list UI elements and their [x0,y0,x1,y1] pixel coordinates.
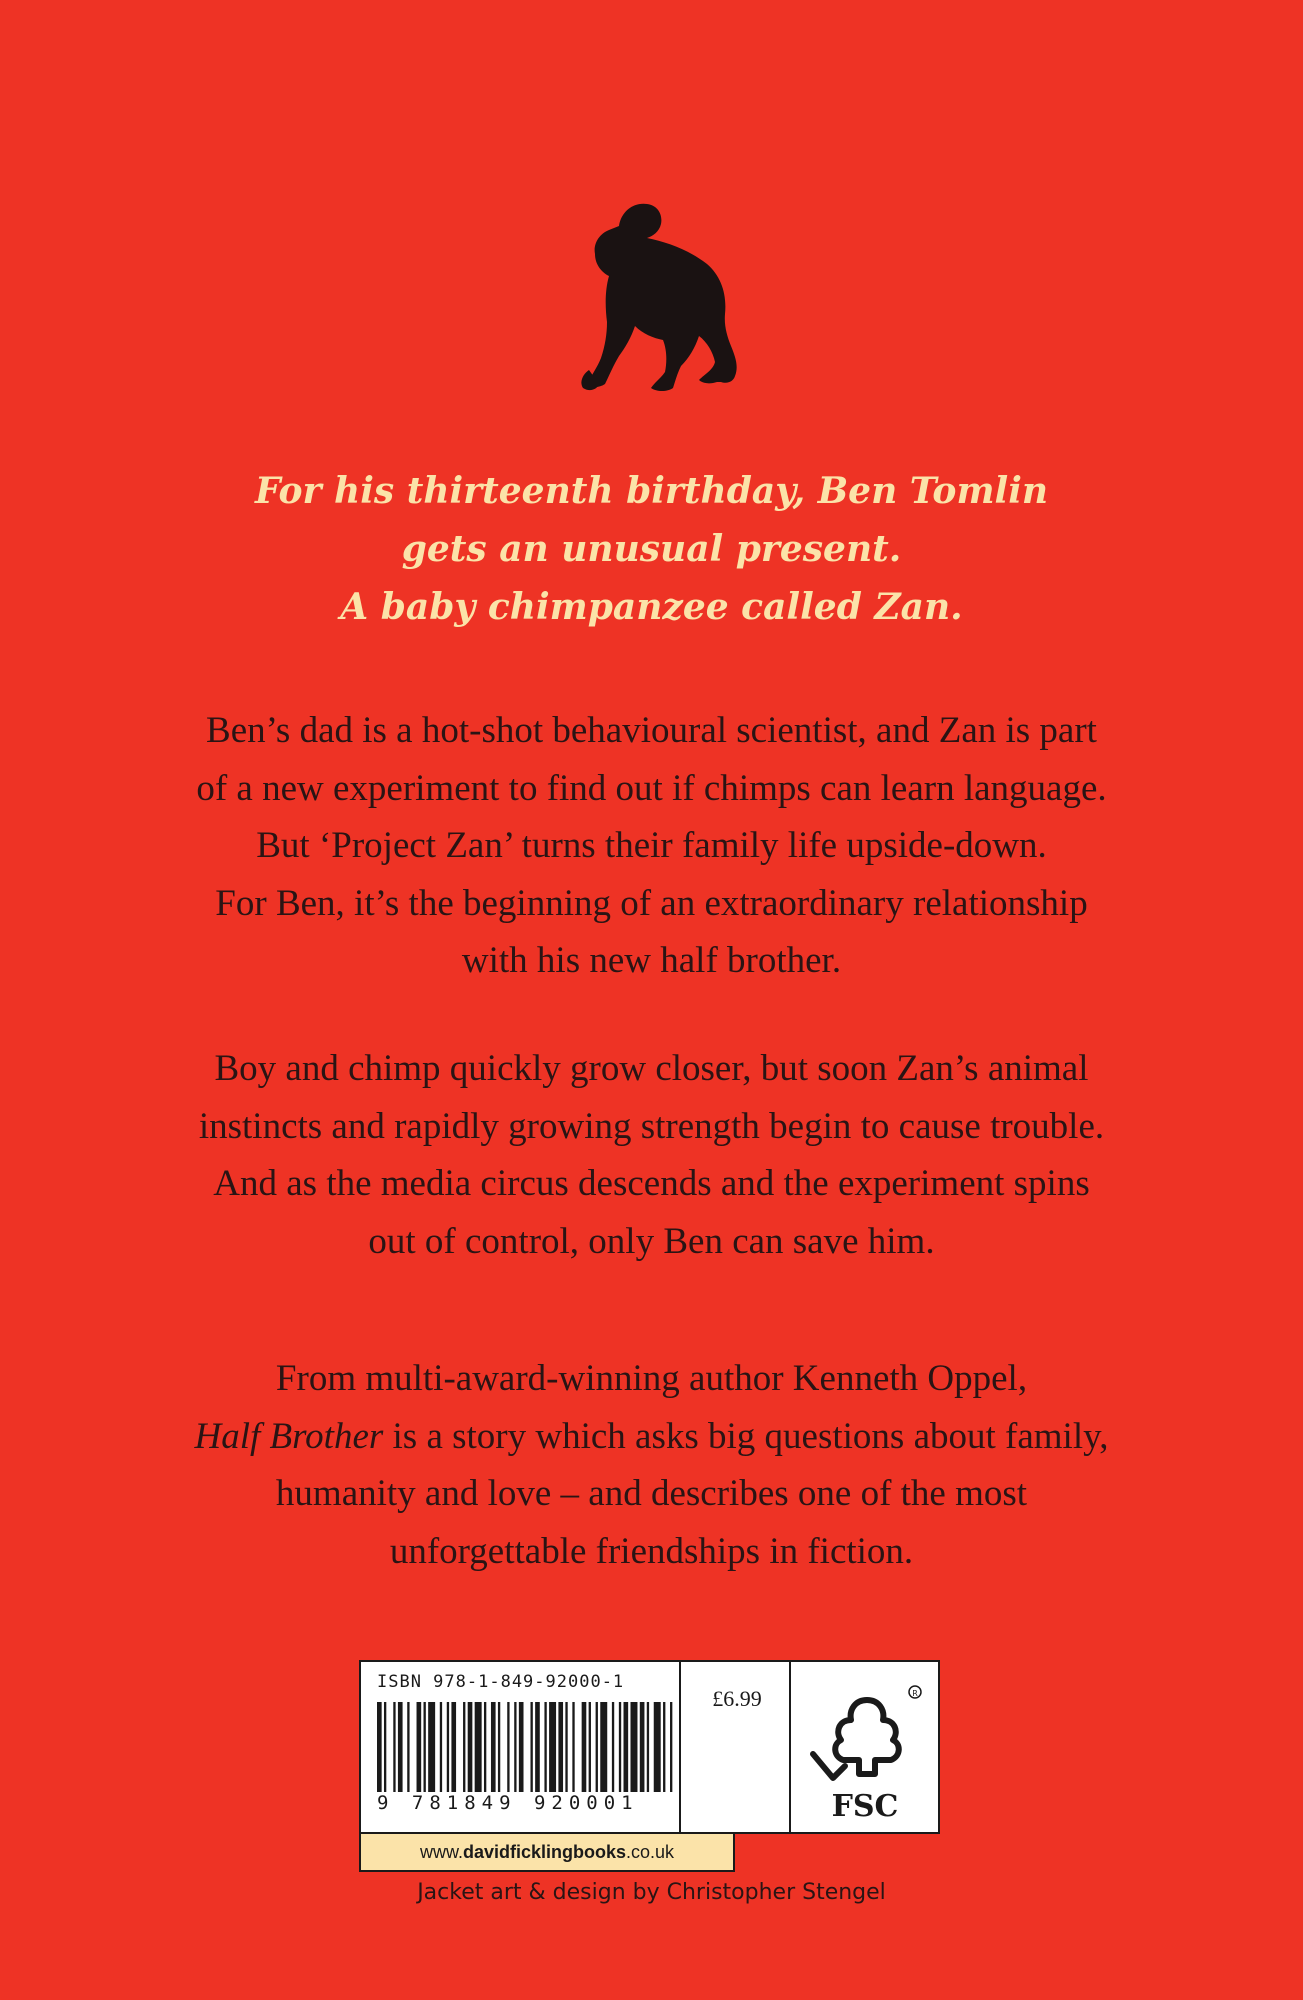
book-title: Half Brother [194,1415,384,1457]
barcode-bar [530,1702,532,1792]
barcode-bar [565,1702,567,1792]
barcode-bar [647,1702,649,1792]
tagline-line: gets an unusual present. [401,528,902,570]
fsc-text: FSC [831,1789,899,1824]
blurb-line: instincts and rapidly growing strength begin to cause trouble. [198,1105,1105,1147]
blurb-line-rest: is a story which asks big questions about family, [383,1415,1109,1457]
blurb-line: But ‘Project Zan’ turns their family life upside-down. [256,825,1047,866]
blurb-line: out of control, only Ben can save him. [368,1220,935,1262]
barcode-bar [600,1702,607,1792]
blurb-line: Ben’s dad is a hot-shot behavioural scientist, and Zan is part [206,710,1097,751]
barcode-bar [624,1702,629,1792]
blurb-line: From multi-award-winning author Kenneth Oppel, [275,1358,1028,1399]
tagline [0,462,1303,636]
barcode-bar [558,1702,563,1792]
barcode-bar [612,1702,614,1792]
barcode-bar [484,1702,486,1792]
website-domain: davidficklingbooks [462,1842,626,1862]
barcode-bar [535,1702,540,1792]
barcode-bar [514,1702,516,1792]
barcode-bar [582,1702,587,1792]
divider [789,1662,791,1832]
barcode-bar [663,1702,665,1792]
barcode-bar [398,1702,403,1792]
tagline-line: A baby chimpanzee called Zan. [340,586,963,628]
blurb-paragraph-2 [120,1040,1183,1270]
chimpanzee-silhouette-icon [549,198,754,400]
website-strip [359,1832,735,1872]
barcode-bar [417,1702,422,1792]
tagline-line: For his thirteenth birthday, Ben Tomlin [254,470,1049,512]
barcode-bar [384,1702,386,1792]
blurb-line [120,1408,1183,1466]
barcode-digits: 9 781849 920001 [377,1792,639,1814]
barcode-bar [619,1702,621,1792]
barcode-bar [630,1702,637,1792]
website-prefix: www. [419,1842,463,1862]
barcode-bar [424,1702,426,1792]
website-suffix: .co.uk [626,1842,675,1862]
jacket-credit: Jacket art & design by Christopher Stengel [417,1880,886,1905]
barcode-bar [428,1702,435,1792]
barcode-bars [377,1702,677,1792]
barcode-bar [377,1702,382,1792]
blurb-line: Boy and chimp quickly grow closer, but soon Zan’s animal [214,1048,1089,1089]
fsc-tree-icon [793,1670,938,1828]
barcode-bar [440,1702,442,1792]
barcode-box [359,1660,940,1834]
barcode-bar [589,1702,591,1792]
barcode-bar [447,1702,449,1792]
blurb-line: of a new experiment to find out if chimps can learn language. [196,767,1107,809]
blurb-line: For Ben, it’s the beginning of an extraordinary relationship [215,882,1088,924]
barcode-bar [451,1702,456,1792]
divider [679,1662,681,1832]
barcode-bar [596,1702,598,1792]
barcode-bar [475,1702,482,1792]
blurb-line: with his new half brother. [461,940,842,981]
barcode-bar [407,1702,409,1792]
barcode-bar [654,1702,661,1792]
svg-text:R: R [912,1689,918,1698]
barcode-bar [549,1702,556,1792]
barcode-bar [393,1702,395,1792]
barcode-bar [463,1702,465,1792]
barcode-bar [507,1702,509,1792]
barcode-bar [640,1702,645,1792]
barcode-bar [544,1702,546,1792]
blurb-line: And as the media circus descends and the experiment spins [213,1163,1090,1204]
blurb-paragraph-1 [120,702,1183,990]
price: £6.99 [712,1686,762,1711]
barcode-bar [491,1702,496,1792]
blurb-paragraph-3 [120,1350,1183,1580]
barcode-bar [670,1702,672,1792]
blurb-line: unforgettable friendships in fiction. [389,1530,914,1572]
barcode-bar [572,1702,574,1792]
barcode-bar [498,1702,500,1792]
barcode-bar [519,1702,524,1792]
barcode-bar [468,1702,473,1792]
blurb-line: humanity and love – and describes one of the most [275,1473,1028,1514]
isbn-label: ISBN 978-1-849-92000-1 [377,1672,625,1692]
